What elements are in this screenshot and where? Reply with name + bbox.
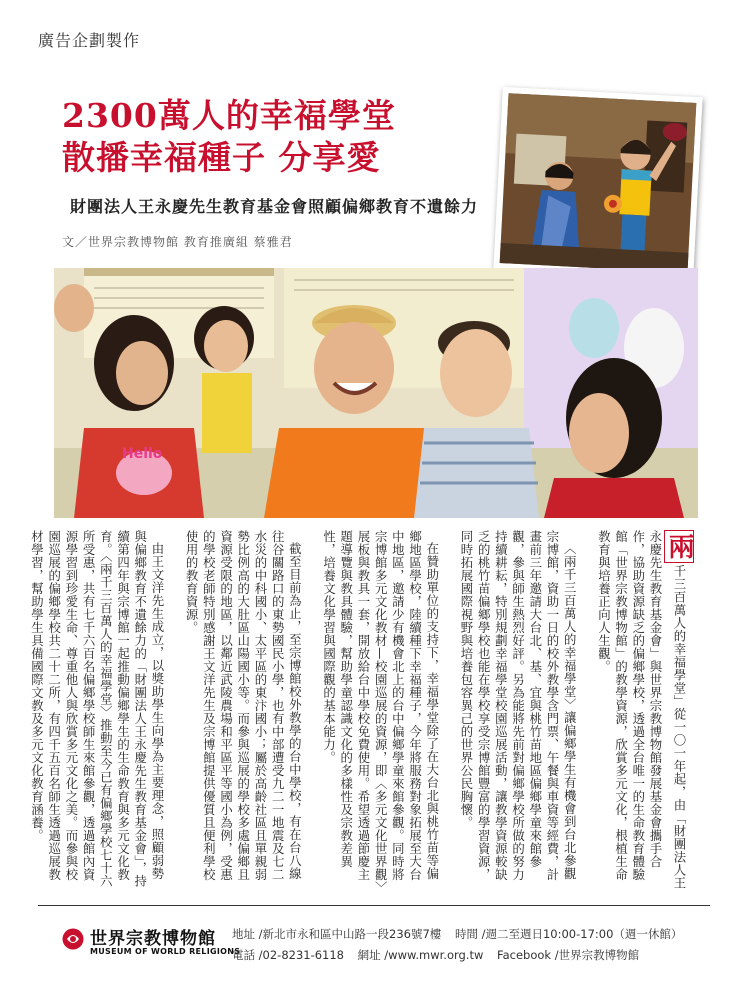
footer-line-1 [232,926,692,942]
children-photo-illustration [500,93,697,273]
museum-logo-icon [62,928,84,950]
dropcap: 兩 [664,530,694,563]
footer-hours: 時間 /週二至週日10:00-17:00（週一休館） [454,927,683,941]
footer-address: 地址 /新北市永和區中山路一段236號7樓 [232,927,442,941]
paragraph-2: 〈兩千三百萬人的幸福學堂〉讓偏鄉學生有機會到台北參觀宗博館，資助一日的校外教學含門票、午餐與車資等經費，計畫前三年邀請大台北、基、宜與桃竹苗地區偏鄉學童來館參觀，參與師生熱烈好評。另為能將先前對偏鄉學校所做的努力持續耕耘，特別規劃幸福學堂校園巡展活動，讓教學資源較缺乏的桃竹苗偏鄉學校也能在學校享受宗博館豐富的學習資源，同時拓展國際視野與培養包容異己的世界公民胸懷。 [458,530,578,881]
main-photo [54,268,698,518]
footer-phone: 電話 /02-8231-6118 [232,948,344,962]
headline [62,95,396,179]
subtitle: 財團法人王永慶先生教育基金會照顧偏鄉教育不遺餘力 [70,197,479,216]
paragraph-1: 兩千三百萬人的幸福學堂」從一〇一年起，由「財團法人王永慶先生教育基金會」與世界宗教博物館發展基金會攜手合作，協助資源缺乏的偏鄉學校，透過全台唯一的生命教育體驗館「世界宗教博物館」的教學資源，欣賞多元文化，根植生命教育與培養正向人生觀。 [596,530,694,890]
headline-line-1: 2300萬人的幸福學堂 [62,96,396,135]
polaroid-photo [493,87,702,279]
ad-label: 廣告企劃製作 [38,31,141,50]
paragraph-5: 由王文洋先生成立，以獎助學生向學為主要理念，照顧弱勢與偏鄉教育不遺餘力的「財團法人王永慶先生教育基金會」，持續第四年與宗博館一起推動偏鄉學生的生命教育與多元文化教育。〈兩千三百萬人的幸福學堂〉推動至今已有偏鄉學校七十六所受惠，共有七千六百名偏鄉學校師生來館參觀，透過館內資源學習到珍愛生命、尊重他人與欣賞多元文化之美。而參與校園巡展的偏鄉學校共二十二所，有四千五百名師生透過巡展教材學習，幫助學生具備國際文教及多元文化教育涵養。 [29,530,165,888]
peppa-shirt-text: Hello [122,446,163,462]
footer-facebook[interactable]: Facebook /世界宗教博物館 [497,948,640,962]
headline-line-2: 散播幸福種子 分享愛 [62,138,381,177]
footer-line-2 [232,947,649,963]
paragraph-4: 截至目前為止，至宗博館校外教學的台中學校，有在台八線往谷關路口的東勢國民小學，也有中部遭受九二一地震及七二水災的中科國小、太平區的東汴國小；屬於高齡社區且單親弱勢比例高的大肚區山陽國小等。而參與巡展的學校多處偏鄉且資源受限的地區，以鄰近武陵農場和平區平等國小為例，受惠的學校老師特別感謝王文洋先生及宗博館提供優質且便利學校使用的教育資源。 [184,530,303,881]
article-body [29,530,694,892]
children-group-photo-illustration [54,268,698,518]
footer-website[interactable]: 網址 /www.mwr.org.tw [357,948,484,962]
byline: 文／世界宗教博物館 教育推廣組 蔡雅君 [62,235,293,249]
footer-divider [38,905,710,906]
museum-logo-name: 世界宗教博物館 [90,929,216,949]
paragraph-3: 在贊助單位的支持下，幸福學堂除了在大台北與桃竹苗等偏鄉地區學校，陸續種下幸福種子，今年將服務對象拓展至大台中地區，邀請少有機會北上的台中偏鄉學童來館參觀。同時將宗博館多元文化教材—校園巡展的資源，即〈多元文化世界觀〉展板與教具一套，開放給台中學校免費使用。希望透過節慶主題導覽與教具體驗，幫助學童認識文化的多樣性及宗教差異性，培養文化學習與國際觀的基本能力。 [321,530,440,888]
museum-logo-english: MUSEUM OF WORLD RELIGIONS [90,947,241,956]
